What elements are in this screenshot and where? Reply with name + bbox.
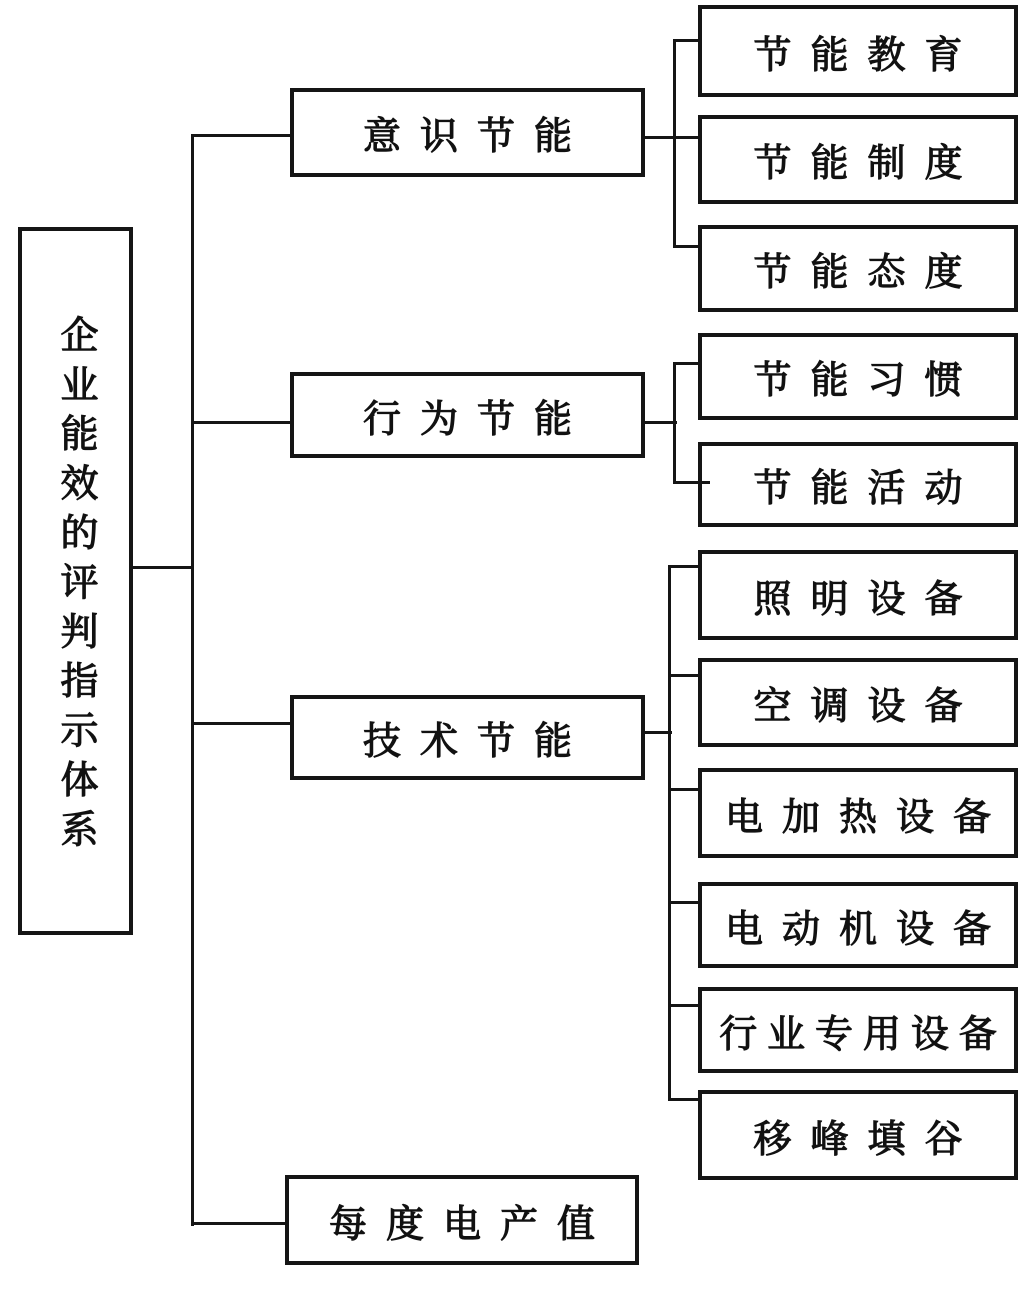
node-lighting-equipment <box>698 550 1018 640</box>
node-label: 意识节能 <box>362 116 591 158</box>
node-label: 空调设备 <box>753 686 982 728</box>
node-energy-saving-habits <box>698 333 1018 420</box>
connector-branch-output-value <box>191 1222 285 1225</box>
node-label: 行业专用设备 <box>719 1013 1007 1056</box>
connector-branch-behavior <box>191 421 290 424</box>
connector-to-peak-shifting <box>668 1098 698 1101</box>
node-industry-specific-equipment <box>698 987 1018 1073</box>
connector-to-air-conditioning <box>668 674 698 677</box>
connector-trunk-behavior <box>673 362 676 484</box>
node-energy-saving-attitude <box>698 225 1018 312</box>
node-label: 电动机设备 <box>724 908 1010 951</box>
connector-to-industry-specific <box>668 1004 698 1007</box>
connector-to-lighting <box>668 565 698 568</box>
node-awareness-energy-saving <box>290 88 645 177</box>
node-label: 电加热设备 <box>724 796 1010 839</box>
connector-to-electric-motor <box>668 901 698 904</box>
node-peak-shifting <box>698 1090 1018 1180</box>
node-label: 行为节能 <box>362 398 591 441</box>
node-label: 照明设备 <box>753 578 982 621</box>
node-label: 节能制度 <box>753 143 982 185</box>
node-label: 节能活动 <box>753 468 982 510</box>
node-root-system <box>18 227 133 935</box>
connector-branch-technical <box>191 722 290 725</box>
connector-trunk-main <box>191 134 194 1226</box>
connector-branch-awareness <box>191 134 290 137</box>
connector-to-electric-heating <box>668 788 698 791</box>
connector-trunk-technical <box>668 565 671 1101</box>
connector-to-education <box>673 39 698 42</box>
node-electric-heating-equipment <box>698 768 1018 858</box>
node-label: 技术节能 <box>362 721 591 763</box>
node-energy-saving-rules <box>698 115 1018 204</box>
node-label: 节能态度 <box>753 252 982 294</box>
connector-to-attitude <box>673 245 698 248</box>
connector-awareness-out <box>645 136 698 139</box>
node-energy-saving-education <box>698 5 1018 97</box>
node-root-label: 企业能效的评判指示体系 <box>54 314 96 859</box>
connector-trunk-awareness <box>673 39 676 248</box>
node-air-conditioning-equipment <box>698 658 1018 747</box>
node-energy-saving-activities <box>698 442 1018 527</box>
node-technical-energy-saving <box>290 695 645 780</box>
node-output-value-per-kwh <box>285 1175 639 1265</box>
connector-root <box>133 566 191 569</box>
connector-to-activities <box>673 481 710 484</box>
connector-to-habits <box>673 362 698 365</box>
node-label: 节能习惯 <box>753 360 982 402</box>
node-label: 每度电产值 <box>328 1203 614 1246</box>
node-label: 节能教育 <box>753 34 982 77</box>
node-behavior-energy-saving <box>290 372 645 458</box>
node-label: 移峰填谷 <box>753 1118 982 1161</box>
node-electric-motor-equipment <box>698 882 1018 968</box>
